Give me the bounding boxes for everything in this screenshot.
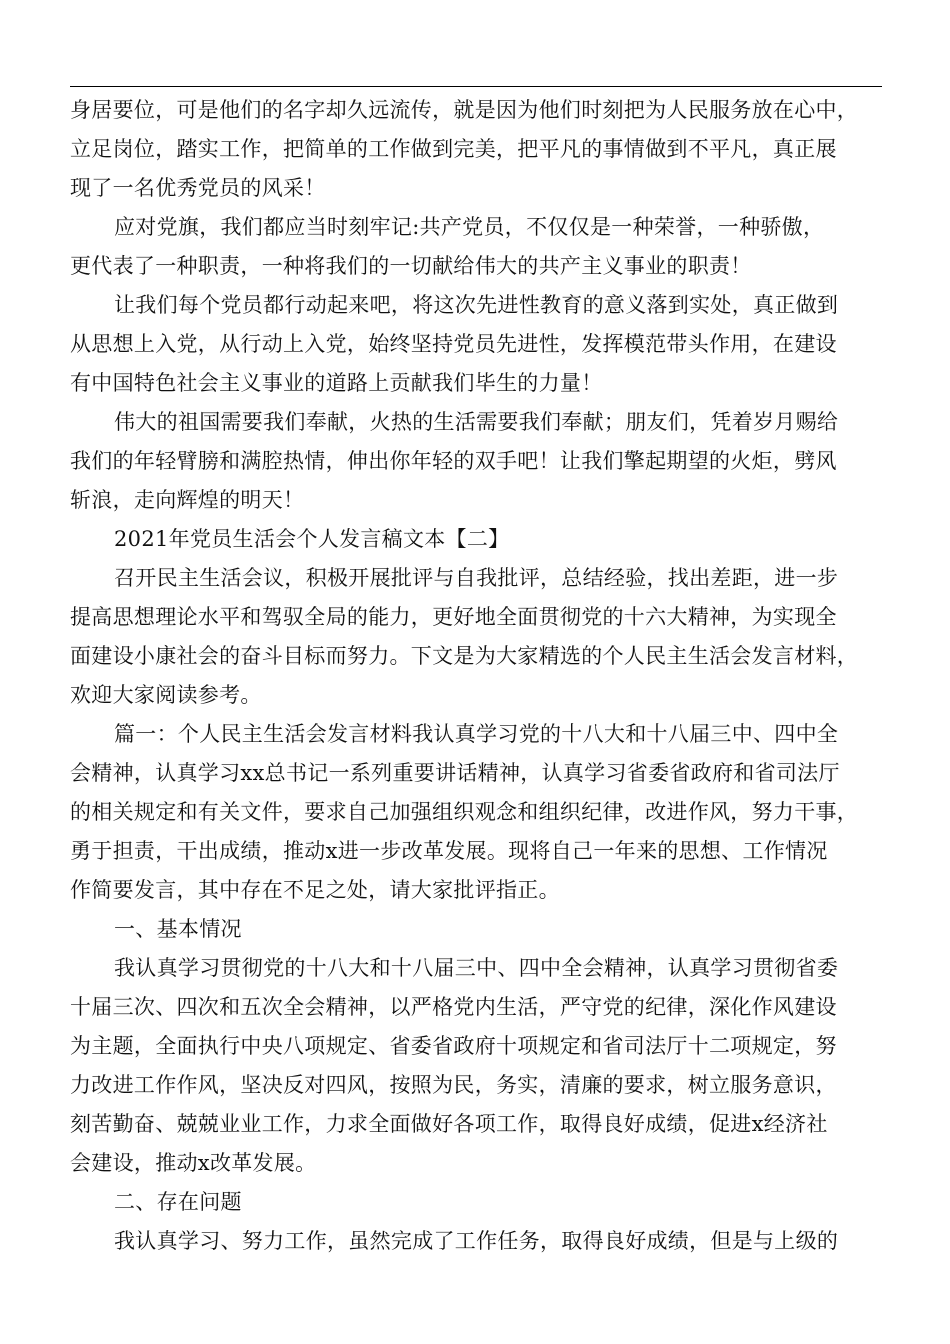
- text-line: 斩浪，走向辉煌的明天！: [70, 488, 305, 512]
- text-line: 应对党旗，我们都应当时刻牢记:共产党员，不仅仅是一种荣誉，一种骄傲，: [114, 215, 825, 239]
- text-line: 身居要位，可是他们的名字却久远流传，就是因为他们时刻把为人民服务放在心中，: [70, 98, 859, 122]
- text-line: 我们的年轻臂膀和满腔热情，伸出你年轻的双手吧！让我们擎起期望的火炬，劈风: [70, 449, 837, 473]
- text-line: 欢迎大家阅读参考。: [70, 683, 262, 707]
- text-line: 从思想上入党，从行动上入党，始终坚持党员先进性，发挥模范带头作用，在建设: [70, 332, 837, 356]
- text-line: 立足岗位，踏实工作，把简单的工作做到完美，把平凡的事情做到不平凡，真正展: [70, 137, 837, 161]
- text-line: 我认真学习、努力工作，虽然完成了工作任务，取得良好成绩，但是与上级的: [114, 1229, 839, 1253]
- text-line: 面建设小康社会的奋斗目标而努力。下文是为大家精选的个人民主生活会发言材料，: [70, 644, 859, 668]
- text-line: 二、存在问题: [114, 1190, 242, 1214]
- text-line: 为主题，全面执行中央八项规定、省委省政府十项规定和省司法厅十二项规定，努: [70, 1034, 837, 1058]
- text-line: 有中国特色社会主义事业的道路上贡献我们毕生的力量！: [70, 371, 603, 395]
- document-body: [70, 91, 882, 1261]
- text-line: 刻苦勤奋、兢兢业业工作，力求全面做好各项工作，取得良好成绩，促进x经济社: [70, 1112, 828, 1136]
- text-line: 伟大的祖国需要我们奉献，火热的生活需要我们奉献；朋友们，凭着岁月赐给: [114, 410, 839, 434]
- text-line: 的相关规定和有关文件，要求自己加强组织观念和组织纪律，改进作风，努力干事，: [70, 800, 859, 824]
- text-line: 我认真学习贯彻党的十八大和十八届三中、四中全会精神，认真学习贯彻省委: [114, 956, 839, 980]
- text-line: 篇一：个人民主生活会发言材料我认真学习党的十八大和十八届三中、四中全: [114, 722, 839, 746]
- text-line: 勇于担责，干出成绩，推动x进一步改革发展。现将自己一年来的思想、工作情况: [70, 839, 828, 863]
- text-line: 让我们每个党员都行动起来吧，将这次先进性教育的意义落到实处，真正做到: [114, 293, 839, 317]
- header-rule: [70, 86, 882, 87]
- text-line: 力改进工作作风，坚决反对四风，按照为民，务实，清廉的要求，树立服务意识，: [70, 1073, 837, 1097]
- text-line: 现了一名优秀党员的风采！: [70, 176, 326, 200]
- text-line: 提高思想理论水平和驾驭全局的能力，更好地全面贯彻党的十六大精神，为实现全: [70, 605, 837, 629]
- text-line: 2021年党员生活会个人发言稿文本【二】: [114, 527, 510, 551]
- text-line: 会建设，推动x改革发展。: [70, 1151, 317, 1175]
- text-line: 十届三次、四次和五次全会精神，以严格党内生活，严守党的纪律，深化作风建设: [70, 995, 837, 1019]
- text-line: 一、基本情况: [114, 917, 242, 941]
- text-line: 更代表了一种职责，一种将我们的一切献给伟大的共产主义事业的职责！: [70, 254, 752, 278]
- text-line: 作简要发言，其中存在不足之处，请大家批评指正。: [70, 878, 560, 902]
- text-line: 召开民主生活会议，积极开展批评与自我批评，总结经验，找出差距，进一步: [114, 566, 839, 590]
- text-line: 会精神，认真学习xx总书记一系列重要讲话精神，认真学习省委省政府和省司法厅: [70, 761, 840, 785]
